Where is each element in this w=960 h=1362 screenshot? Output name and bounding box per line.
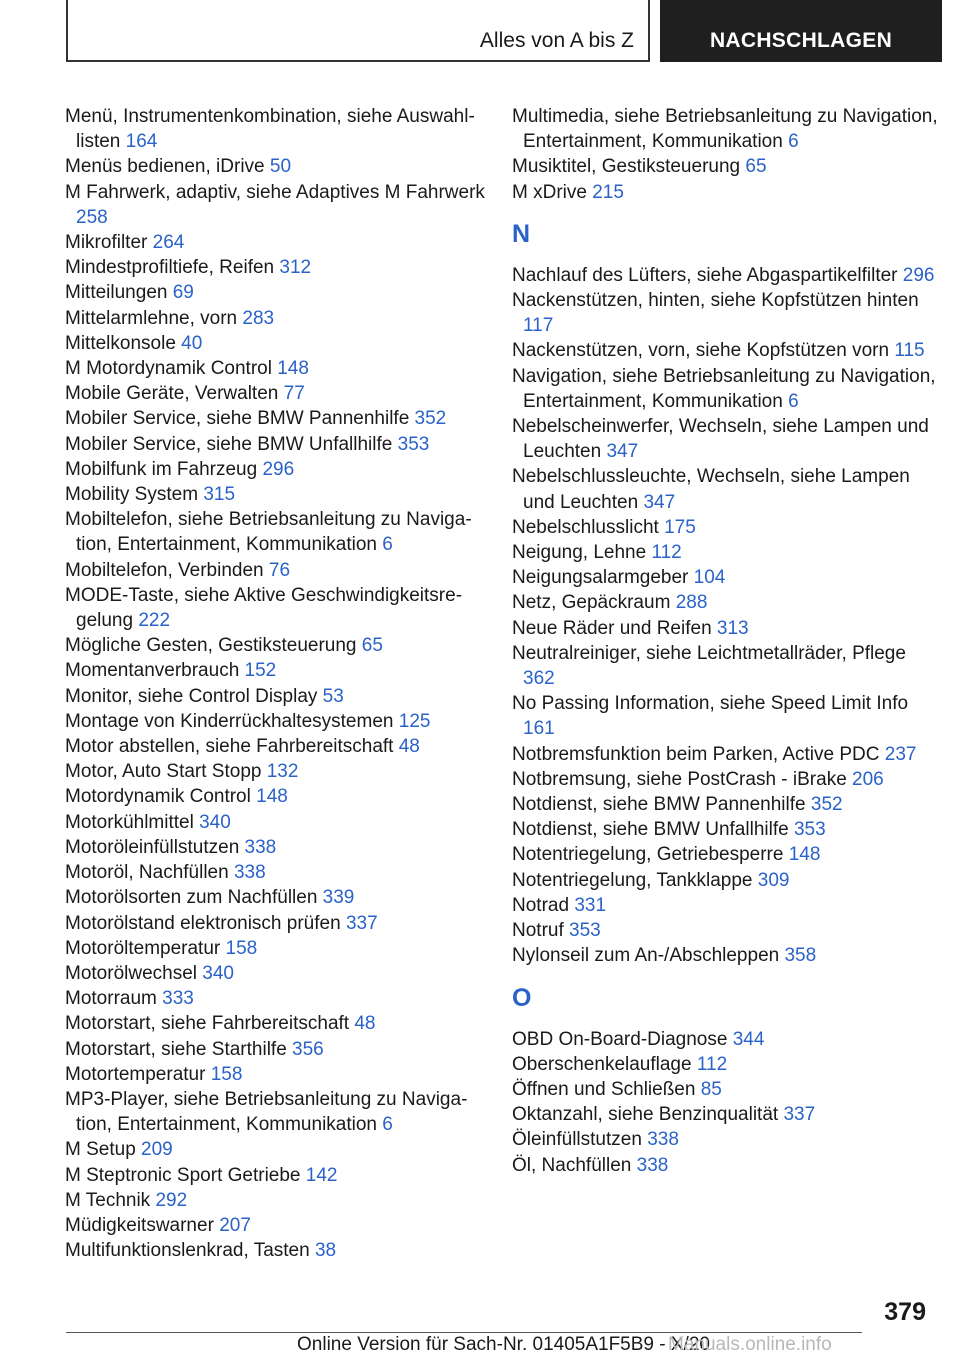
index-entry [65, 1037, 495, 1062]
index-term: Notdienst, siehe BMW Unfallhilfe [512, 819, 789, 841]
index-term: Öl, Nachfüllen [512, 1154, 632, 1176]
index-term: Motorkühlmittel [65, 811, 194, 833]
index-term: Montage von Kinderrückhaltesystemen [65, 710, 394, 732]
index-entry [512, 180, 942, 205]
page-reference-link[interactable]: 112 [696, 1053, 728, 1075]
page-reference-link[interactable]: 132 [266, 761, 299, 783]
index-term: Monitor, siehe Control Display [65, 685, 318, 707]
page-reference-link[interactable]: 338 [647, 1129, 679, 1151]
index-term: Motor, Auto Start Stopp [65, 761, 262, 783]
page-reference-link[interactable]: 112 [651, 542, 682, 564]
index-term: Mobile Geräte, Verwalten [65, 383, 279, 405]
index-list-m-continued [512, 104, 942, 205]
index-entry [65, 961, 495, 986]
page-reference-link[interactable]: 222 [138, 610, 171, 632]
index-term: Motor abstellen, siehe Fahrbereitschaft [65, 736, 394, 758]
page-reference-link[interactable]: 340 [202, 962, 234, 984]
index-term: M Motordynamik Control [65, 358, 272, 380]
index-entry [65, 911, 495, 936]
page-reference-link[interactable]: 48 [398, 736, 420, 758]
index-term: Oktanzahl, siehe Benzinqualität [512, 1104, 779, 1126]
index-term: Motoröleinfüllstutzen [65, 836, 240, 858]
page-reference-link[interactable]: 50 [269, 156, 292, 178]
index-term: Motorölwechsel [65, 962, 197, 984]
index-entry [512, 1153, 942, 1178]
index-term: MP3-Player, siehe Betriebsanleitung zu Navigation, Entertainment, Kommunikation [65, 1088, 468, 1136]
index-term: No Passing Information, siehe Speed Limit Info [512, 693, 909, 715]
index-entry [65, 1188, 495, 1213]
index-term: Neigung, Lehne [512, 542, 647, 564]
page-reference-link[interactable]: 362 [523, 668, 555, 690]
page-reference-link[interactable]: 76 [268, 559, 291, 581]
page-reference-link[interactable]: 209 [141, 1139, 173, 1161]
page-reference-link[interactable]: 142 [305, 1164, 338, 1186]
index-term: Momentanverbrauch [65, 660, 240, 682]
index-list-o [512, 1027, 942, 1178]
index-entry [65, 255, 495, 280]
index-term: M Setup [65, 1139, 136, 1161]
index-term: Motorraum [65, 988, 157, 1010]
page-reference-link[interactable]: 352 [810, 794, 843, 816]
index-term: Multimedia, siehe Betriebsanleitung zu Navigation, Entertainment, Kommunikation [512, 106, 938, 153]
index-entry [65, 684, 495, 709]
index-entry [512, 1027, 942, 1052]
page-reference-link[interactable]: 6 [382, 1114, 393, 1136]
index-entry [65, 104, 495, 154]
index-term: Mobiler Service, siehe BMW Pannenhilfe [65, 408, 410, 430]
index-term: Mobiler Service, siehe BMW Unfallhilfe [65, 433, 393, 455]
index-term: Navigation, siehe Betriebsanleitung zu Navigation, Entertainment, Kommunikation [512, 365, 936, 412]
index-term: Nackenstützen, vorn, siehe Kopfstützen vorn [512, 340, 890, 362]
page-reference-link[interactable]: 215 [592, 181, 624, 203]
page-reference-link[interactable]: 53 [322, 685, 344, 707]
page-reference-link[interactable]: 40 [181, 332, 203, 354]
page-reference-link[interactable]: 339 [322, 887, 355, 909]
index-entry [65, 734, 495, 759]
index-entry [512, 817, 942, 842]
chapter-title: NACHSCHLAGEN [709, 29, 893, 52]
index-term: Mobilfunk im Fahrzeug [65, 458, 258, 480]
page-reference-link[interactable]: 65 [745, 156, 767, 178]
page-reference-link[interactable]: 315 [203, 484, 236, 506]
index-entry [512, 641, 942, 691]
page-reference-link[interactable]: 125 [398, 710, 431, 732]
index-term: M Steptronic Sport Getriebe [65, 1164, 301, 1186]
index-entry [65, 331, 495, 356]
index-term: Nackenstützen, hinten, siehe Kopfstützen hinten [512, 290, 919, 312]
index-column-right [512, 104, 942, 1178]
index-term: Nebelscheinwerfer, Wechseln, siehe Lampen und Leuchten [512, 416, 929, 463]
index-entry [512, 263, 942, 288]
index-term: Motoröl, Nachfüllen [65, 862, 229, 884]
page-reference-link[interactable]: 148 [788, 844, 821, 866]
index-term: M Fahrwerk, adaptiv, siehe Adaptives M Fahrwerk [65, 181, 485, 203]
page-reference-link[interactable]: 338 [636, 1154, 669, 1176]
page-reference-link[interactable]: 296 [262, 458, 295, 480]
page-reference-link[interactable]: 104 [693, 567, 726, 589]
index-term: Nachlauf des Lüfters, siehe Abgaspartikelfilter [512, 264, 898, 286]
index-term: Mobility System [65, 484, 199, 506]
index-entry [65, 154, 495, 179]
index-term: Oberschenkelauflage [512, 1053, 692, 1075]
index-column-left [65, 104, 495, 1263]
page-reference-link[interactable]: 158 [225, 937, 258, 959]
index-entry [65, 709, 495, 734]
page-reference-link[interactable]: 288 [675, 592, 708, 614]
index-entry [512, 842, 942, 867]
page-reference-link[interactable]: 312 [279, 257, 312, 279]
index-entry [512, 414, 942, 464]
page-reference-link[interactable]: 207 [219, 1214, 251, 1236]
page-reference-link[interactable]: 352 [414, 408, 447, 430]
index-entry [65, 432, 495, 457]
page-reference-link[interactable]: 356 [292, 1038, 324, 1060]
page-reference-link[interactable]: 353 [397, 433, 430, 455]
index-entry [512, 590, 942, 615]
index-entry [65, 507, 495, 557]
page-reference-link[interactable]: 175 [664, 516, 696, 538]
index-entry [512, 918, 942, 943]
index-term: Mikrofilter [65, 232, 148, 254]
page-reference-link[interactable]: 264 [152, 232, 185, 254]
page-reference-link[interactable]: 309 [757, 869, 790, 891]
index-entry [512, 565, 942, 590]
index-term: Neue Räder und Reifen [512, 617, 712, 639]
index-entry [512, 1052, 942, 1077]
page-reference-link[interactable]: 292 [155, 1189, 188, 1211]
index-entry [65, 1011, 495, 1036]
index-term: Öleinfüllstutzen [512, 1129, 642, 1151]
index-term: Neutralreiniger, siehe Leichtmetallräder, Pflege [512, 642, 906, 664]
index-entry [512, 338, 942, 363]
index-entry [512, 1127, 942, 1152]
index-entry [65, 860, 495, 885]
index-entry [65, 1163, 495, 1188]
index-term: Notrad [512, 894, 570, 916]
index-term: Notentriegelung, Tankklappe [512, 869, 753, 891]
index-entry [65, 457, 495, 482]
page-reference-link[interactable]: 347 [643, 491, 676, 513]
index-entry [65, 1213, 495, 1238]
index-term: Notbremsung, siehe PostCrash - iBrake [512, 768, 847, 790]
index-entry [65, 381, 495, 406]
page-reference-link[interactable]: 48 [354, 1013, 376, 1035]
index-entry [512, 868, 942, 893]
index-entry [512, 742, 942, 767]
index-entry [65, 1087, 495, 1137]
page-reference-link[interactable]: 148 [277, 358, 309, 380]
index-term: M xDrive [512, 181, 587, 203]
page-reference-link[interactable]: 340 [199, 811, 231, 833]
page-reference-link[interactable]: 258 [76, 206, 108, 228]
index-entry [65, 784, 495, 809]
page-reference-link[interactable]: 353 [793, 819, 826, 841]
index-entry [512, 1102, 942, 1127]
index-entry [65, 936, 495, 961]
page-number: 379 [884, 1298, 926, 1326]
page-reference-link[interactable]: 337 [783, 1104, 816, 1126]
index-entry [65, 1062, 495, 1087]
index-term: Motorstart, siehe Fahrbereitschaft [65, 1013, 350, 1035]
page-reference-link[interactable]: 6 [382, 534, 393, 556]
index-entry [512, 767, 942, 792]
page-reference-link[interactable]: 206 [852, 768, 884, 790]
index-entry [65, 406, 495, 431]
page-reference-link[interactable]: 77 [283, 383, 305, 405]
index-entry [65, 885, 495, 910]
page-reference-link[interactable]: 85 [700, 1078, 722, 1100]
index-term: Menü, Instrumentenkombination, siehe Auswahllisten [65, 106, 475, 153]
index-entry [512, 364, 942, 414]
page-reference-link[interactable]: 65 [361, 635, 383, 657]
page-reference-link[interactable]: 338 [244, 836, 277, 858]
index-term: Notdienst, siehe BMW Pannenhilfe [512, 794, 806, 816]
index-term: Musiktitel, Gestiksteuerung [512, 156, 741, 178]
index-entry [65, 280, 495, 305]
index-term: Müdigkeitswarner [65, 1214, 214, 1236]
index-entry [65, 356, 495, 381]
page-reference-link[interactable]: 237 [884, 743, 917, 765]
index-term: Multifunktionslenkrad, Tasten [65, 1240, 310, 1262]
page-reference-link[interactable]: 353 [569, 920, 601, 942]
index-term: Notruf [512, 920, 564, 942]
index-term: M Technik [65, 1189, 151, 1211]
index-term: Nebelschlusslicht [512, 516, 659, 538]
index-entry [65, 835, 495, 860]
index-entry [512, 104, 942, 154]
page-reference-link[interactable]: 337 [345, 912, 378, 934]
index-entry [512, 154, 942, 179]
index-entry [512, 792, 942, 817]
index-term: Motoröltemperatur [65, 937, 221, 959]
page-reference-link[interactable]: 331 [574, 894, 607, 916]
page-reference-link[interactable]: 296 [902, 264, 935, 286]
index-entry [65, 306, 495, 331]
index-term: Notbremsfunktion beim Parken, Active PDC [512, 743, 880, 765]
index-entry [512, 1077, 942, 1102]
index-entry [65, 1137, 495, 1162]
index-term: Öffnen und Schließen [512, 1078, 696, 1100]
page-reference-link[interactable]: 358 [784, 945, 817, 967]
online-version-note: Online Version für Sach-Nr. 01405A1F5B9 - X/20 [297, 1334, 710, 1355]
page-reference-link[interactable]: 6 [788, 131, 799, 153]
page-reference-link[interactable]: 158 [210, 1063, 243, 1085]
index-entry [65, 810, 495, 835]
index-list-m [65, 104, 495, 1263]
index-term: Nebelschlussleuchte, Wechseln, siehe Lampen und Leuchten [512, 466, 910, 513]
index-entry [512, 691, 942, 741]
page-reference-link[interactable]: 347 [606, 441, 639, 463]
index-entry [65, 986, 495, 1011]
index-term: Motortemperatur [65, 1063, 206, 1085]
index-term: Motorölsorten zum Nachfüllen [65, 887, 318, 909]
index-entry [65, 180, 495, 230]
index-entry [65, 658, 495, 683]
header-frame [66, 0, 650, 62]
index-entry [65, 482, 495, 507]
index-term: Mögliche Gesten, Gestiksteuerung [65, 635, 357, 657]
index-term: Mindestprofiltiefe, Reifen [65, 257, 275, 279]
chapter-tab [660, 0, 942, 62]
page-reference-link[interactable]: 161 [523, 718, 555, 740]
index-entry [65, 558, 495, 583]
index-term: Motorstart, siehe Starthilfe [65, 1038, 287, 1060]
watermark: Manuals.online.info [668, 1334, 832, 1355]
index-entry [65, 1238, 495, 1263]
index-term: MODE-Taste, siehe Aktive Geschwindigkeitsregelung [65, 584, 463, 632]
index-term: Netz, Gepäckraum [512, 592, 671, 614]
index-entry [65, 759, 495, 784]
letter-heading-n: N [512, 219, 531, 248]
index-entry [512, 464, 942, 514]
index-entry [512, 616, 942, 641]
index-term: Menüs bedienen, iDrive [65, 156, 265, 178]
page-reference-link[interactable]: 38 [314, 1240, 337, 1262]
index-term: Notentriegelung, Getriebesperre [512, 844, 784, 866]
page-reference-link[interactable]: 117 [523, 315, 554, 337]
page-reference-link[interactable]: 69 [172, 282, 194, 304]
index-term: Nylonseil zum An-/Abschleppen [512, 945, 780, 967]
index-term: Mobiltelefon, siehe Betriebsanleitung zu Navigation, Entertainment, Kommunikation [65, 509, 472, 556]
page-reference-link[interactable]: 164 [125, 131, 158, 153]
index-term: Mittelarmlehne, vorn [65, 307, 238, 329]
index-entry [65, 230, 495, 255]
index-entry [512, 515, 942, 540]
index-term: Neigungsalarmgeber [512, 567, 689, 589]
index-term: Mittelkonsole [65, 332, 176, 354]
page-reference-link[interactable]: 152 [244, 660, 277, 682]
index-term: Motorölstand elektronisch prüfen [65, 912, 341, 934]
index-entry [65, 583, 495, 633]
index-term: Mobiltelefon, Verbinden [65, 559, 264, 581]
index-entry [65, 633, 495, 658]
index-entry [512, 288, 942, 338]
page-reference-link[interactable]: 115 [894, 340, 925, 362]
page-reference-link[interactable]: 6 [788, 390, 799, 412]
page-reference-link[interactable]: 333 [162, 988, 194, 1010]
index-term: Mitteilungen [65, 282, 168, 304]
page-reference-link[interactable]: 338 [233, 862, 266, 884]
section-title: Alles von A bis Z [479, 29, 634, 52]
index-entry [512, 943, 942, 968]
index-entry [512, 540, 942, 565]
index-list-n [512, 263, 942, 969]
page-reference-link[interactable]: 148 [256, 786, 288, 808]
index-term: Motordynamik Control [65, 786, 251, 808]
letter-heading-o: O [512, 983, 532, 1012]
page-reference-link[interactable]: 344 [732, 1028, 765, 1050]
page-reference-link[interactable]: 283 [242, 307, 275, 329]
page-reference-link[interactable]: 313 [716, 617, 749, 639]
index-term: OBD On-Board-Diagnose [512, 1028, 728, 1050]
footer-divider [66, 1332, 862, 1333]
index-entry [512, 893, 942, 918]
